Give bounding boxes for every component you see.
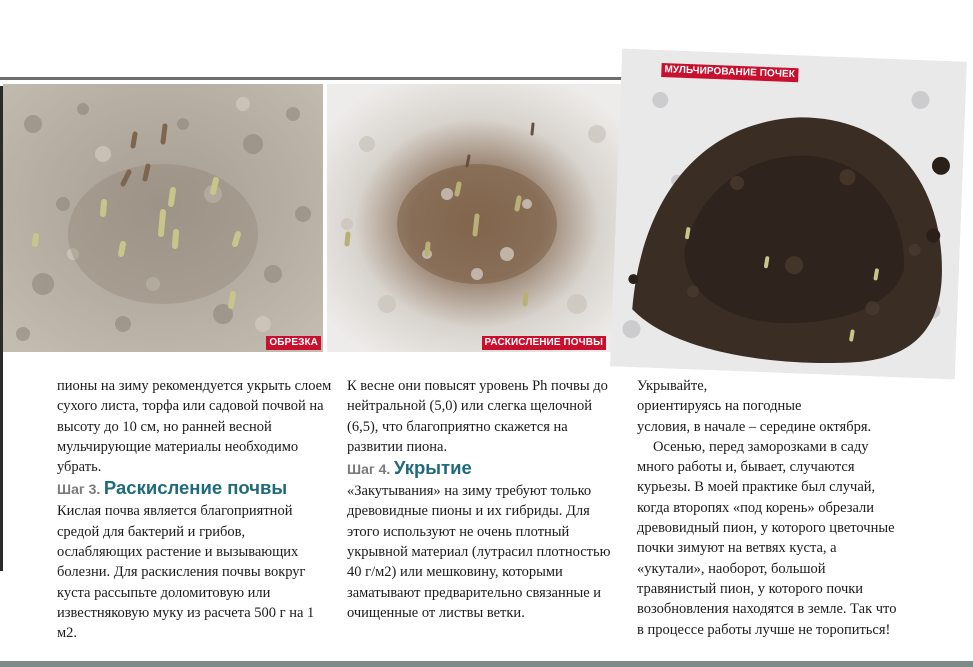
- step-heading: [347, 457, 619, 481]
- paragraph: Осенью, перед заморозками в саду много работы и, бывает, случаются курьезы. В моей практике был случай, когда второпях «под корень» обрезали древовидный пион, у которого цветочные почки зимуют на ветвях куста, а «укутали», наоборот, большой травянистый пион, у которого почки возобновления находятся в земле. Так что в процессе работы лучше не торопиться!: [637, 438, 897, 638]
- photo-caption: РАСКИСЛЕНИЕ ПОЧВЫ: [482, 336, 607, 350]
- text-column-3: [637, 376, 899, 640]
- step-number: Шаг 3.: [57, 481, 101, 498]
- photo-caption: ОБРЕЗКА: [266, 336, 321, 350]
- photo-pruning: [3, 84, 323, 352]
- photo-mulching: [610, 48, 967, 379]
- step-heading: [57, 477, 333, 501]
- step-title: Укрытие: [393, 457, 472, 479]
- step-number: Шаг 4.: [347, 461, 391, 478]
- paragraph: «Закутывания» на зиму требуют только древовидные пионы и их гибриды. Для этого используют не очень плотный укрывной материал (лутрасил плотностью 40 г/м2) или мешковину, которыми заматывают предварительно связанные и очищенные от листвы ветки.: [347, 483, 611, 621]
- text-line: условия, в начале – середине октября.: [637, 418, 872, 435]
- text-column-2: [347, 376, 619, 623]
- photo-soil-deacidification: [327, 84, 640, 352]
- text-line: ориентируясь на погодные: [637, 398, 802, 415]
- bottom-rule: [0, 661, 973, 667]
- paragraph: К весне они повысят уровень Ph почвы до нейтральной (5,0) или слегка щелочной (6,5), что благоприятно скажется на развитии пиона.: [347, 378, 608, 455]
- step-title: Раскисление почвы: [103, 477, 288, 499]
- paragraph: Кислая почва является благоприятной средой для бактерий и грибов, ослабляющих растение и вызывающих болезни. Для раскисления почвы вокруг куста рассыпьте доломитовую или известняковую муку из расчета 500 г на 1 м2.: [57, 503, 315, 642]
- top-rule: [0, 77, 640, 80]
- text-column-1: [57, 376, 333, 644]
- photo-caption: МУЛЬЧИРОВАНИЕ ПОЧЕК: [661, 63, 798, 82]
- text-line: Укрывайте,: [637, 378, 708, 394]
- paragraph: пионы на зиму рекомендуется укрыть слоем сухого листа, торфа или садовой почвой на высоту до 10 см, но ранней весной мульчирующие материалы необходимо убрать.: [57, 378, 332, 476]
